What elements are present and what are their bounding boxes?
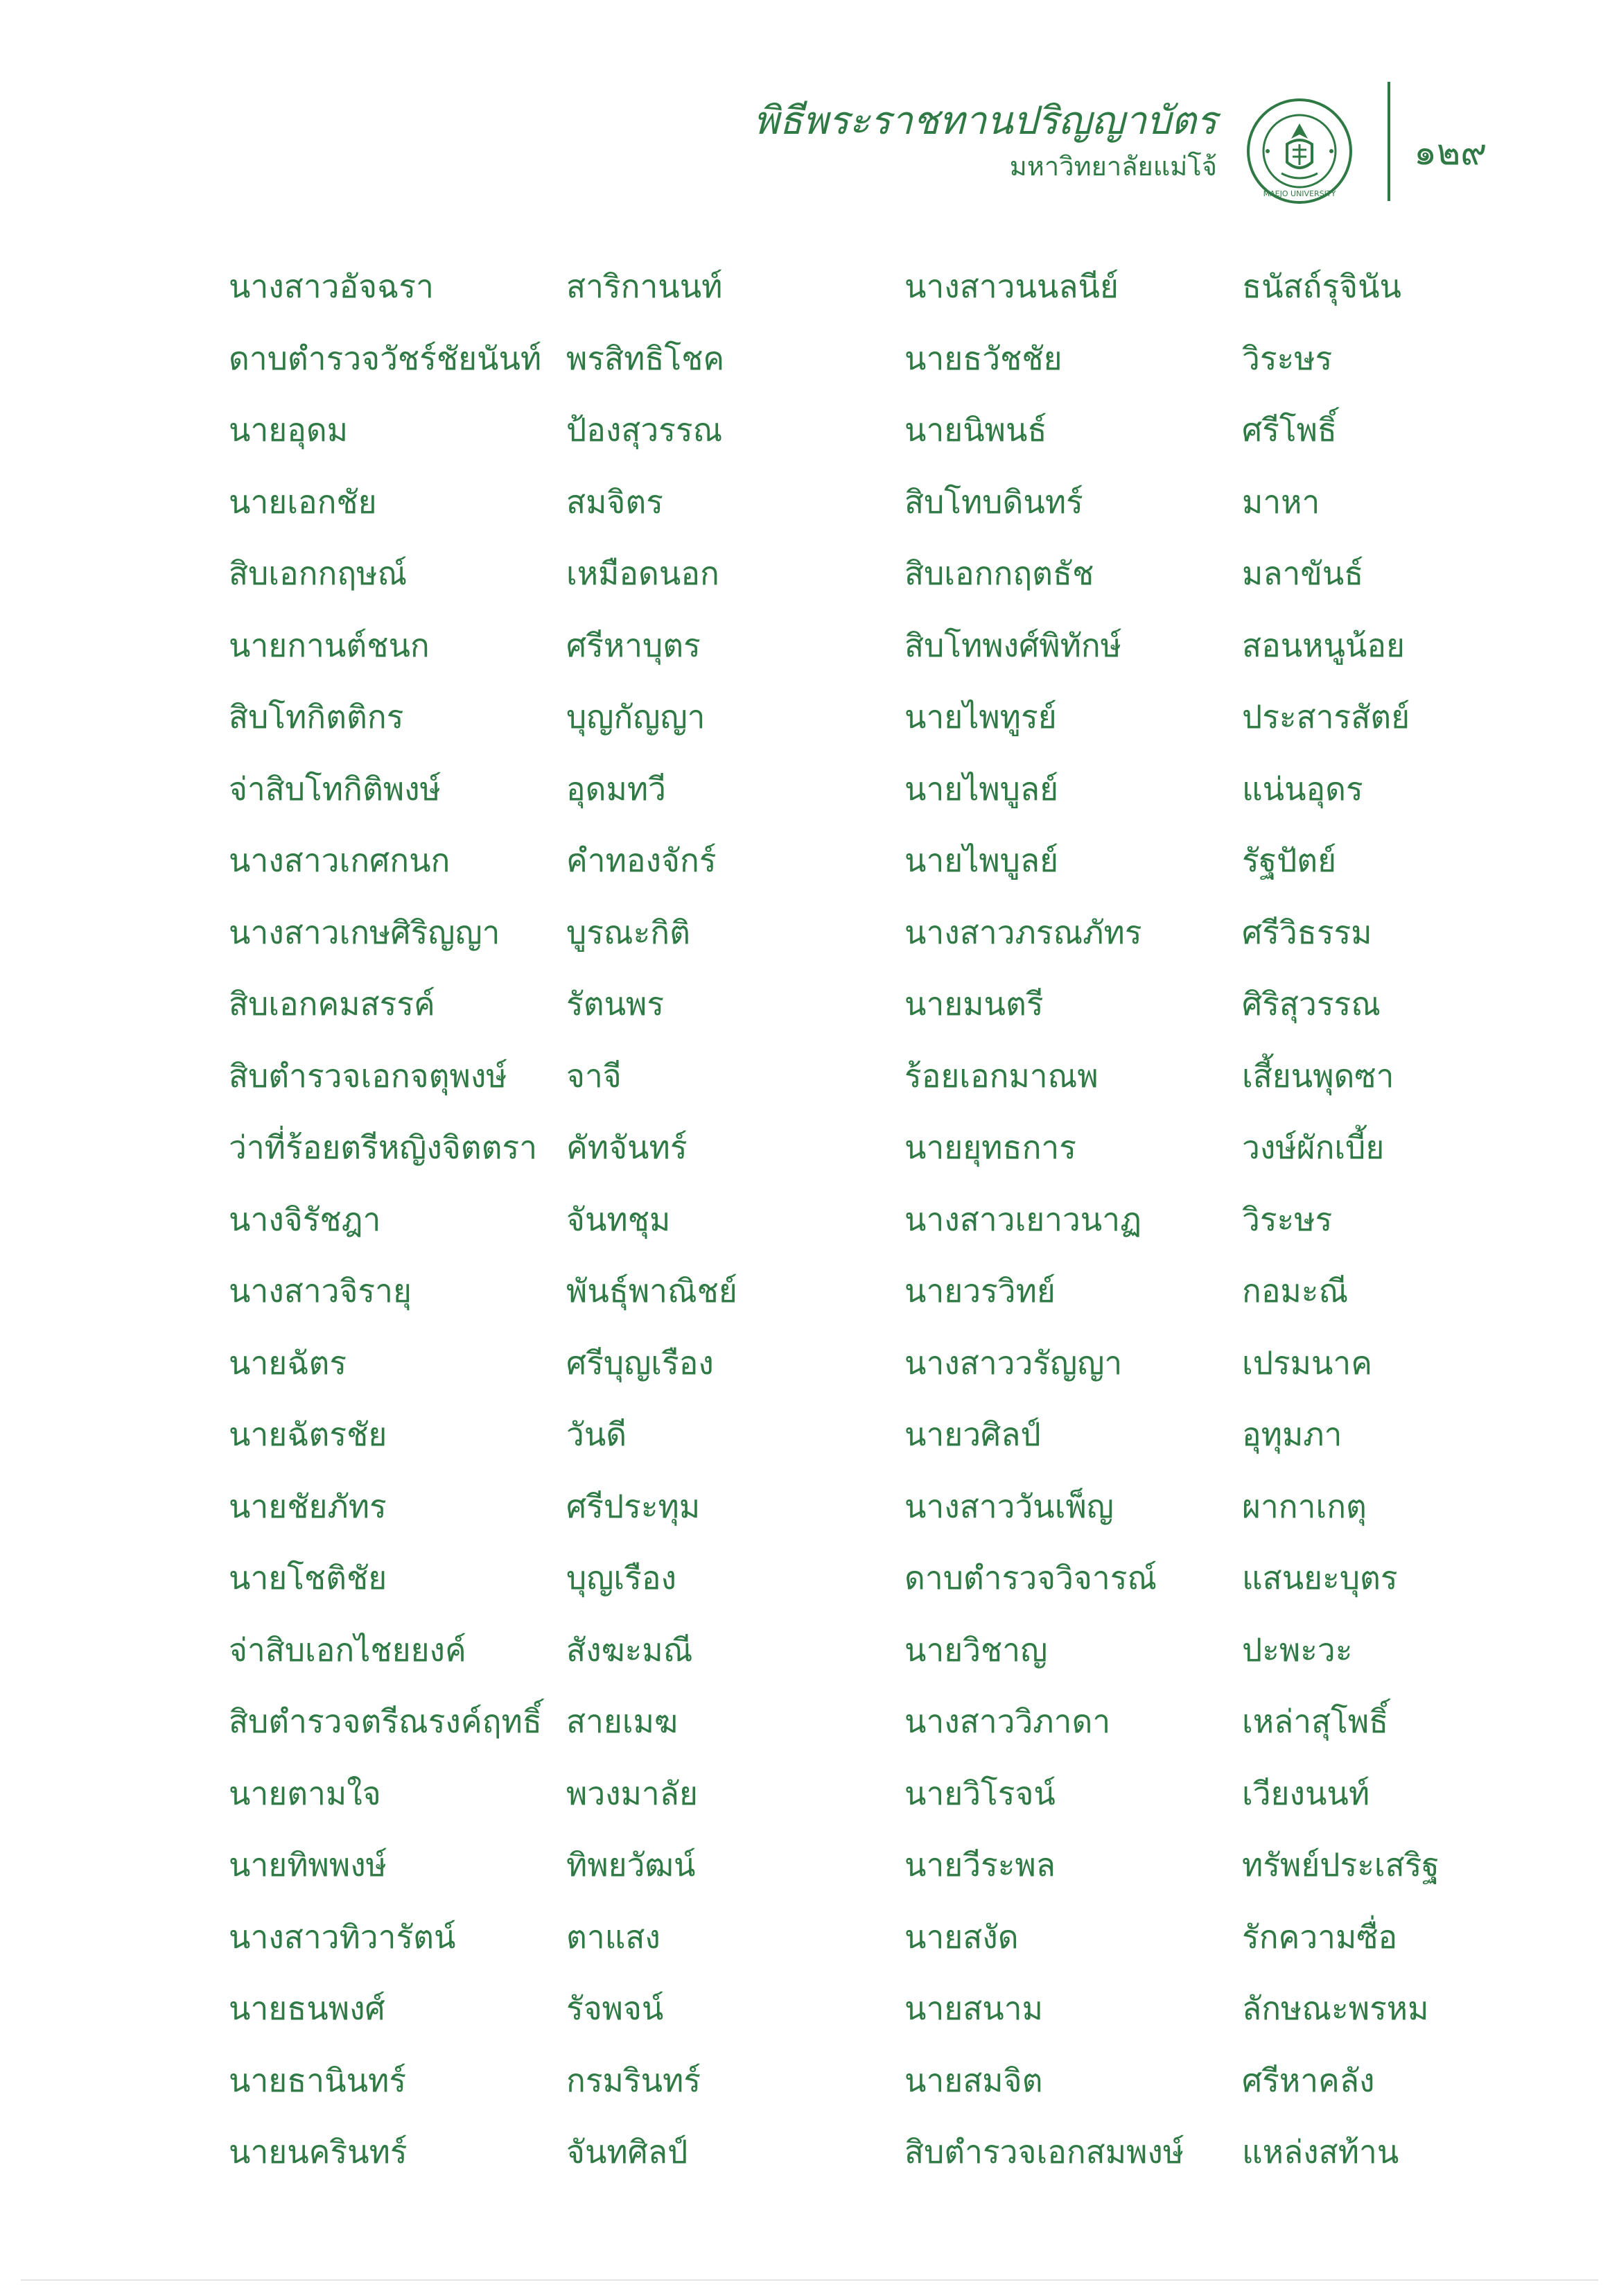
left-last-name: บุญเรือง (566, 1559, 676, 1597)
left-last-name: อุดมทวี (566, 769, 666, 808)
left-first-name: นางจิรัชฎา (229, 1200, 381, 1238)
left-last-name: สังฆะมณี (566, 1630, 693, 1669)
left-last-name: สายเมฆ (566, 1703, 679, 1740)
right-last-name: ศรีหาคลัง (1242, 2061, 1375, 2099)
header-divider (1388, 82, 1390, 201)
name-row (0, 693, 1619, 765)
left-last-name: คำทองจักร์ (566, 842, 717, 879)
name-row (0, 765, 1619, 837)
left-last-name: รัตนพร (566, 985, 665, 1023)
right-first-name: ร้อยเอกมาณพ (904, 1056, 1099, 1095)
left-last-name: สาริกานนท์ (566, 268, 723, 305)
left-last-name: เหมือดนอก (566, 555, 719, 592)
left-last-name: กรมรินทร์ (566, 2061, 701, 2099)
left-first-name: สิบตำรวจเอกจตุพงษ์ (229, 1056, 507, 1095)
left-last-name: ป้องสุวรรณ (566, 411, 723, 449)
name-row (0, 549, 1619, 621)
right-first-name: นายธวัชชัย (904, 339, 1062, 377)
left-last-name: คัทจันทร์ (566, 1129, 688, 1166)
right-first-name: สิบตำรวจเอกสมพงษ์ (904, 2133, 1184, 2171)
right-first-name: นายสนาม (904, 1990, 1043, 2027)
right-last-name: แหล่งสท้าน (1242, 2133, 1399, 2171)
right-first-name: นายวศิลป์ (904, 1416, 1041, 1453)
left-last-name: พวงมาลัย (566, 1774, 698, 1812)
left-last-name: ทิพยวัฒน์ (566, 1846, 696, 1884)
name-row (0, 1052, 1619, 1124)
name-row (0, 1697, 1619, 1769)
left-last-name: รัจพจน์ (566, 1990, 664, 2027)
bottom-rule (21, 2279, 1598, 2281)
right-first-name: นายวิชาญ (904, 1630, 1048, 1669)
name-row (0, 2128, 1619, 2200)
name-row (0, 621, 1619, 693)
right-last-name: เปรมนาค (1242, 1343, 1372, 1382)
left-first-name: นายฉัตร (229, 1343, 347, 1382)
right-last-name: วิระษร (1242, 339, 1333, 377)
left-last-name: ศรีบุญเรือง (566, 1343, 714, 1382)
left-first-name: นางสาวเกศกนก (229, 842, 450, 879)
right-first-name: นางสาววรัญญา (904, 1343, 1123, 1382)
left-first-name: นายตามใจ (229, 1774, 381, 1812)
name-row (0, 1554, 1619, 1626)
right-first-name: นางสาวนนลนีย์ (904, 268, 1119, 305)
right-first-name: นายไพบูลย์ (904, 769, 1059, 808)
left-last-name: พันธุ์พาณิชย์ (566, 1272, 737, 1310)
left-last-name: วันดี (566, 1416, 627, 1453)
right-last-name: เหล่าสุโพธิ์ (1242, 1703, 1389, 1740)
right-last-name: เวียงนนท์ (1242, 1774, 1370, 1812)
left-last-name: บุญกัญญา (566, 698, 706, 736)
right-last-name: วิระษร (1242, 1200, 1333, 1238)
left-first-name: นางสาวเกษศิริญญา (229, 913, 500, 951)
left-last-name: บูรณะกิติ (566, 913, 691, 951)
ceremony-title: พิธีพระราชทานปริญญาบัตร (753, 98, 1217, 144)
left-first-name: นางสาวทิวารัตน์ (229, 1917, 456, 1956)
name-row (0, 1123, 1619, 1195)
name-row (0, 908, 1619, 980)
left-first-name: นางสาวจิรายุ (229, 1272, 412, 1310)
right-first-name: นางสาววิภาดา (904, 1703, 1111, 1740)
right-last-name: เสี้ยนพุดซา (1242, 1056, 1394, 1095)
left-last-name: พรสิทธิโชค (566, 339, 725, 377)
university-name: มหาวิทยาลัยแม่โจ้ (1009, 151, 1217, 182)
name-row (0, 406, 1619, 478)
left-first-name: จ่าสิบเอกไชยยงค์ (229, 1630, 466, 1669)
name-row (0, 262, 1619, 334)
right-first-name: นายวีระพล (904, 1846, 1056, 1884)
left-last-name: จันทศิลป์ (566, 2133, 688, 2171)
right-first-name: นายไพทูรย์ (904, 698, 1057, 736)
right-first-name: นายสมจิต (904, 2061, 1043, 2099)
right-first-name: นายนิพนธ์ (904, 411, 1047, 449)
right-last-name: มาหา (1242, 482, 1320, 521)
left-first-name: จ่าสิบโทกิติพงษ์ (229, 769, 441, 808)
right-first-name: นายมนตรี (904, 985, 1044, 1023)
name-row (0, 1410, 1619, 1482)
name-row (0, 334, 1619, 406)
right-last-name: ธนัสถ์รุจินัน (1242, 268, 1401, 305)
right-last-name: รักความซื่อ (1242, 1917, 1398, 1956)
right-first-name: นายสงัด (904, 1917, 1019, 1956)
name-row (0, 1913, 1619, 1985)
right-first-name: สิบโทบดินทร์ (904, 482, 1083, 521)
right-last-name: มลาขันธ์ (1242, 555, 1364, 592)
left-first-name: นายธานินทร์ (229, 2061, 407, 2099)
left-first-name: นายชัยภัทร (229, 1487, 387, 1525)
right-first-name: ดาบตำรวจวิจารณ์ (904, 1559, 1157, 1597)
right-first-name: นางสาววันเพ็ญ (904, 1487, 1114, 1525)
right-last-name: รัฐปัตย์ (1242, 842, 1337, 879)
right-last-name: ผากาเกตุ (1242, 1487, 1367, 1525)
left-first-name: สิบตำรวจตรีณรงค์ฤทธิ์ (229, 1703, 542, 1740)
left-first-name: นางสาวอัจฉรา (229, 268, 434, 305)
name-row (0, 1984, 1619, 2056)
left-last-name: ศรีประทุม (566, 1487, 701, 1525)
right-last-name: แน่นอุดร (1242, 769, 1363, 808)
left-last-name: ตาแสง (566, 1917, 660, 1956)
name-row (0, 980, 1619, 1052)
right-last-name: สอนหนูน้อย (1242, 626, 1405, 664)
name-row (0, 1841, 1619, 1913)
right-last-name: ปะพะวะ (1242, 1630, 1353, 1669)
name-row (0, 1267, 1619, 1339)
left-first-name: ดาบตำรวจวัชร์ชัยนันท์ (229, 339, 542, 377)
right-first-name: นางสาวภรณภัทร (904, 913, 1142, 951)
name-row (0, 1339, 1619, 1411)
left-first-name: นายโชติชัย (229, 1559, 387, 1597)
name-row (0, 478, 1619, 550)
right-last-name: อุทุมภา (1242, 1416, 1342, 1453)
left-first-name: นายฉัตรชัย (229, 1416, 387, 1453)
left-first-name: นายเอกชัย (229, 482, 377, 521)
right-first-name: สิบเอกกฤตธัช (904, 555, 1094, 592)
left-first-name: นายนครินทร์ (229, 2133, 408, 2171)
seal-text: MAEJO UNIVERSITY (1263, 189, 1336, 198)
right-last-name: แสนยะบุตร (1242, 1559, 1398, 1597)
left-first-name: สิบเอกคมสรรค์ (229, 985, 435, 1023)
left-first-name: นายทิพพงษ์ (229, 1846, 387, 1884)
right-last-name: ทรัพย์ประเสริฐ (1242, 1846, 1439, 1884)
name-row (0, 1769, 1619, 1841)
left-first-name: นายอุดม (229, 411, 349, 449)
page-number: ๑๒๙ (1414, 132, 1487, 173)
left-first-name: ว่าที่ร้อยตรีหญิงจิตตรา (229, 1129, 538, 1166)
name-row (0, 1626, 1619, 1698)
left-first-name: สิบโทกิตติกร (229, 698, 404, 736)
name-row (0, 1195, 1619, 1267)
left-last-name: ศรีหาบุตร (566, 626, 701, 664)
right-first-name: นางสาวเยาวนาฏ (904, 1200, 1141, 1238)
name-row (0, 2056, 1619, 2128)
left-last-name: จาจี (566, 1056, 622, 1095)
right-last-name: วงษ์ผักเบี้ย (1242, 1129, 1385, 1166)
right-first-name: นายไพบูลย์ (904, 842, 1059, 879)
right-first-name: นายวรวิทย์ (904, 1272, 1056, 1310)
left-first-name: สิบเอกกฤษณ์ (229, 555, 408, 592)
university-seal-icon (1244, 96, 1355, 207)
right-last-name: ลักษณะพรหม (1242, 1990, 1429, 2027)
page-header (0, 0, 1619, 222)
left-last-name: จันทชุม (566, 1200, 671, 1238)
name-row (0, 1482, 1619, 1554)
name-row (0, 836, 1619, 908)
right-last-name: ศรีวิธรรม (1242, 913, 1372, 951)
right-first-name: นายยุทธการ (904, 1129, 1076, 1166)
right-first-name: นายวิโรจน์ (904, 1774, 1056, 1812)
left-last-name: สมจิตร (566, 482, 663, 521)
right-last-name: ศรีโพธิ์ (1242, 411, 1338, 449)
graduate-name-list (0, 262, 1619, 2200)
right-last-name: ประสารสัตย์ (1242, 698, 1410, 736)
left-first-name: นายธนพงศ์ (229, 1990, 385, 2027)
right-last-name: กอมะณี (1242, 1272, 1349, 1310)
right-last-name: ศิริสุวรรณ (1242, 985, 1381, 1023)
left-first-name: นายกานต์ชนก (229, 626, 430, 664)
right-first-name: สิบโทพงศ์พิทักษ์ (904, 626, 1122, 664)
